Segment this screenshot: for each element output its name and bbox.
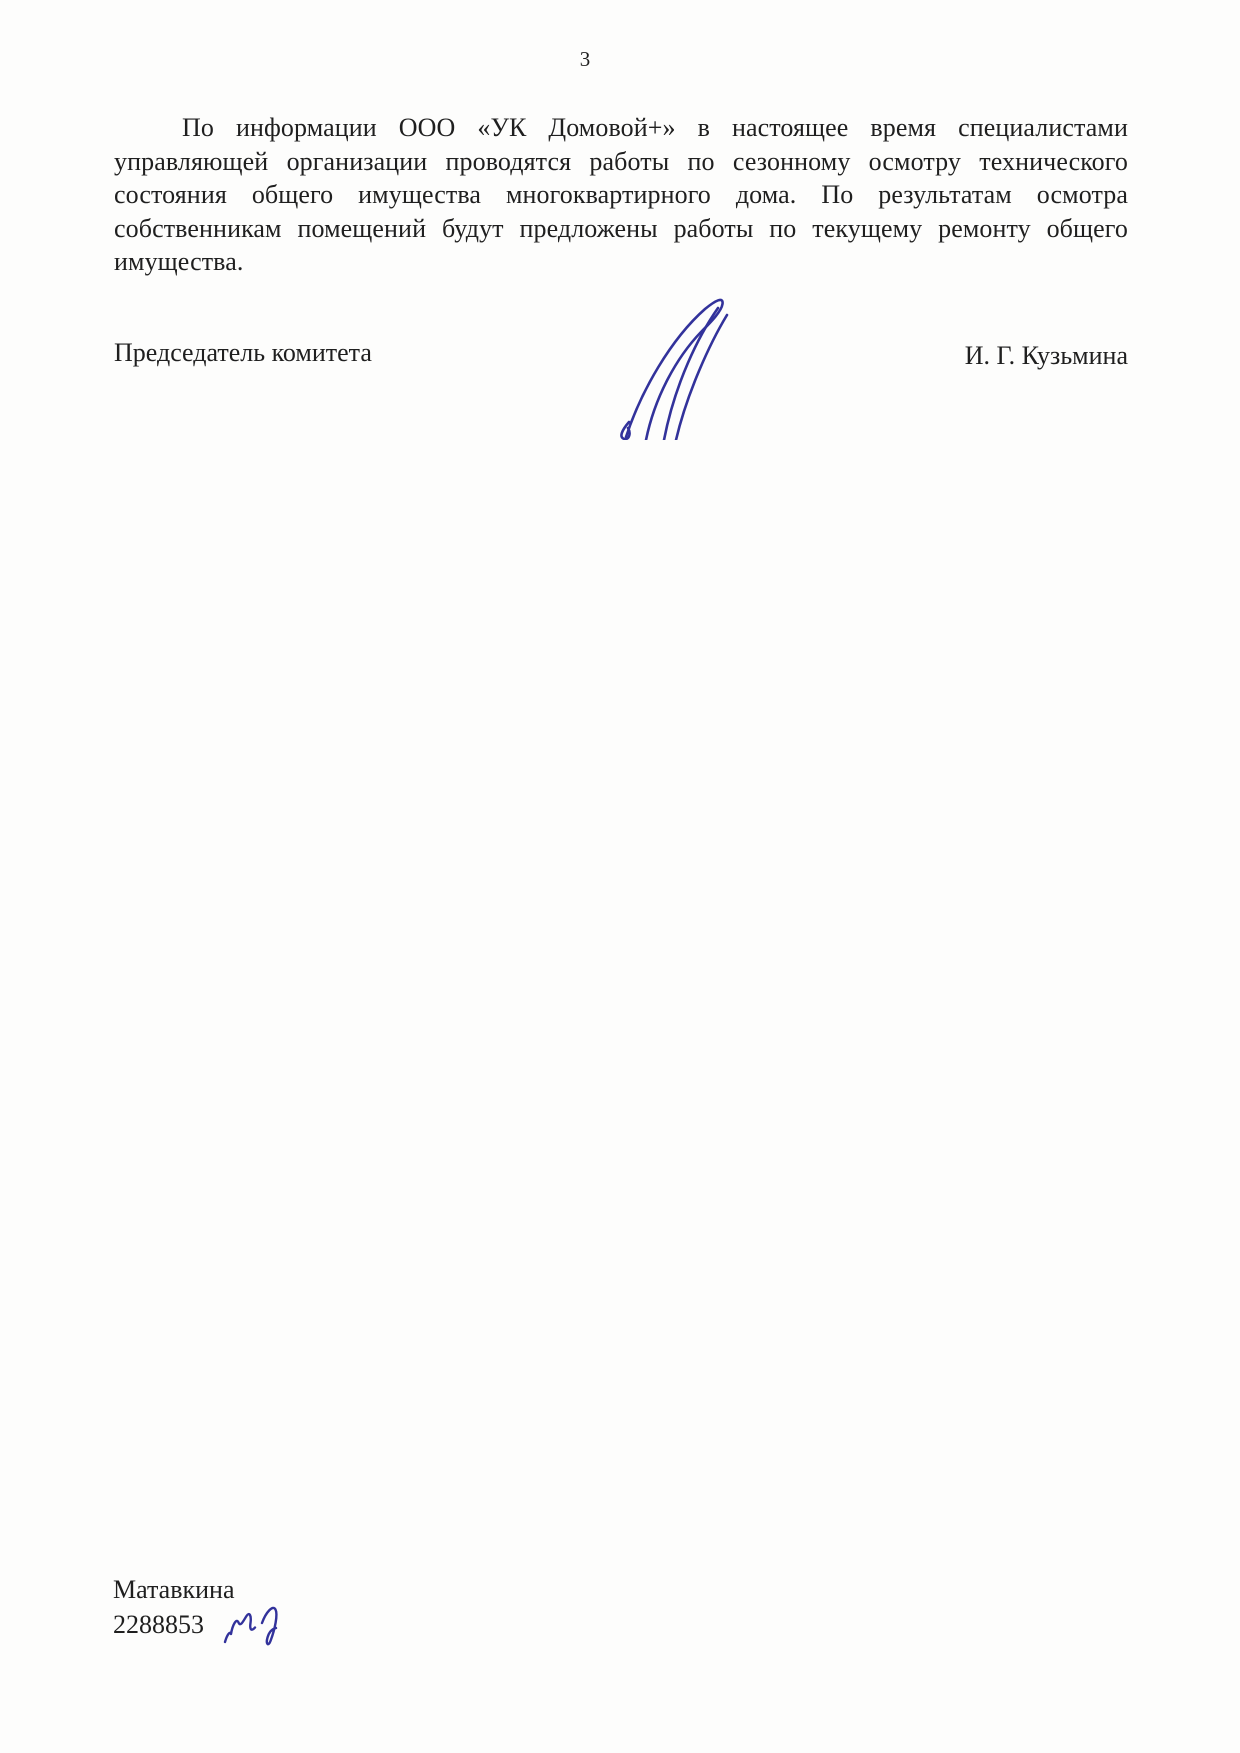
- initials-icon: [218, 1601, 290, 1651]
- body-paragraph: По информации ООО «УК Домовой+» в настоящее время специалистами управляющей организации проводятся работы по сезонному осмотру технического состояния общего имущества многоквартирного дома. По результатам осмотра собственникам помещений будут предложены работы по текущему ремонту общего имущества.: [114, 113, 1128, 276]
- signatory-name: И. Г. Кузьмина: [964, 341, 1128, 370]
- page-number: 3: [579, 47, 591, 71]
- executor-block: [113, 1572, 290, 1651]
- executor-phone: 2288853: [113, 1610, 204, 1639]
- executor-name: Матавкина: [113, 1575, 235, 1604]
- signature-icon: [613, 291, 753, 440]
- executor-phone-line: [113, 1607, 290, 1651]
- signatory-title: Председатель комитета: [114, 338, 372, 367]
